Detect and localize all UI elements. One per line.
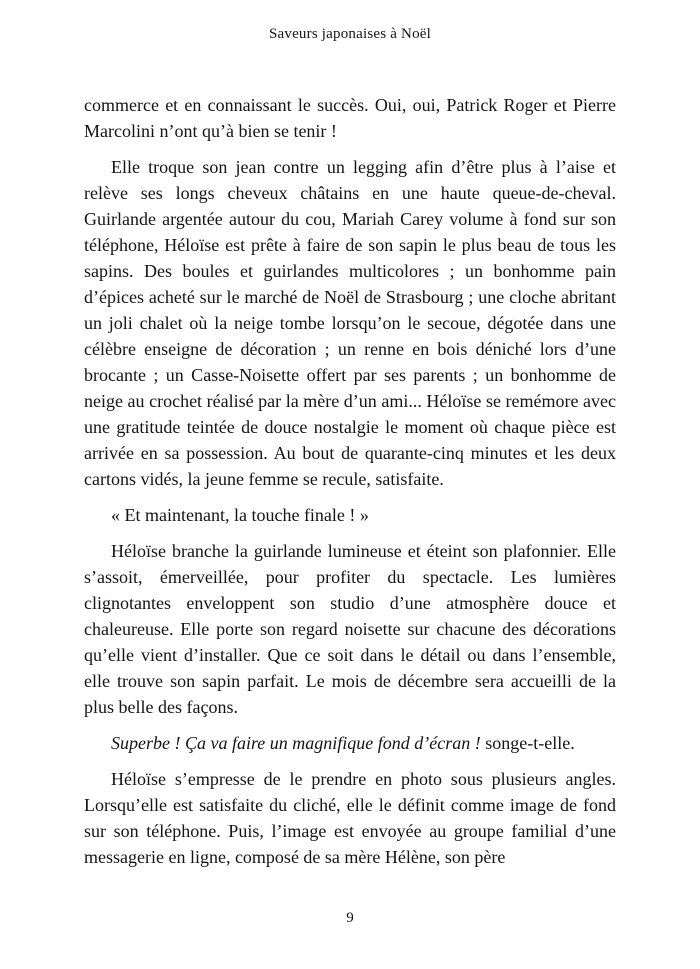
thought-dialogue-tag: songe-t-elle. <box>480 733 575 753</box>
paragraph: Héloïse branche la guirlande lumineuse et éteint son plafonnier. Elle s’assoit, émerveillée, pour profiter du spectacle. Les lumières clignotantes enveloppent son studio d’une atmosphère douce et chaleureuse. Elle porte son regard noisette sur chacune des décorations qu’elle vient d’installer. Que ce soit dans le détail ou dans l’ensemble, elle trouve son sapin parfait. Le mois de décembre sera accueilli de la plus belle des façons. <box>84 541 616 717</box>
page-number: 9 <box>346 910 354 926</box>
paragraph-dialogue: « Et maintenant, la touche finale ! » <box>111 505 369 525</box>
paragraph: Héloïse s’empresse de le prendre en photo sous plusieurs angles. Lorsqu’elle est satisfaite du cliché, elle le définit comme image de fond sur son téléphone. Puis, l’image est envoyée au groupe familial d’une messagerie en ligne, composé de sa mère Hélène, son père <box>84 769 616 867</box>
page-body <box>84 92 616 880</box>
paragraph: Elle troque son jean contre un legging afin d’être plus à l’aise et relève ses longs cheveux châtains en une haute queue-de-cheval. Guirlande argentée autour du cou, Mariah Carey volume à fond sur son téléphone, Héloïse est prête à faire de son sapin le plus beau de tous les sapins. Des boules et guirlandes multicolores ; un bonhomme pain d’épices acheté sur le marché de Noël de Strasbourg ; une cloche abritant un joli chalet où la neige tombe lorsqu’on le secoue, dégotée dans une célèbre enseigne de décoration ; un renne en bois déniché lors d’une brocante ; un Casse-Noisette offert par ses parents ; un bonhomme de neige au crochet réalisé par la mère d’un ami... Héloïse se remémore avec une gratitude teintée de douce nostalgie le moment où chaque pièce est arrivée en sa possession. Au bout de quarante-cinq minutes et les deux cartons vidés, la jeune femme se recule, satisfaite. <box>84 157 616 489</box>
paragraph-thought <box>84 730 616 756</box>
running-header: Saveurs japonaises à Noël <box>268 26 432 42</box>
paragraph: commerce et en connaissant le succès. Oui, oui, Patrick Roger et Pierre Marcolini n’ont qu’à bien se tenir ! <box>84 95 616 141</box>
thought-italic-text: Superbe ! Ça va faire un magnifique fond d’écran ! <box>111 733 481 753</box>
